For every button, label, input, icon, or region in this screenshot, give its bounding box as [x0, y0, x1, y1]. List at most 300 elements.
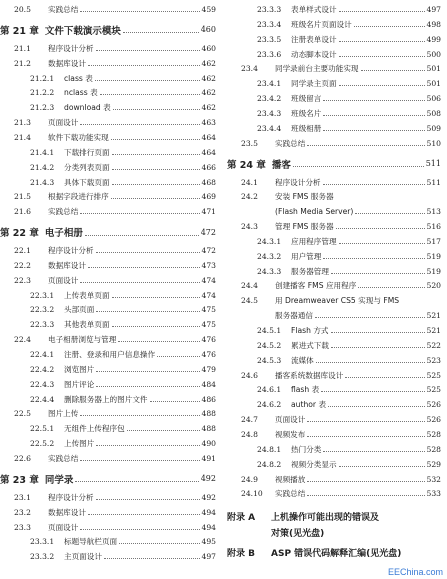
- leader-dots: [118, 341, 199, 342]
- page-number: 521: [426, 326, 441, 335]
- section-number: 24.8: [241, 429, 258, 439]
- page-number: 499: [426, 34, 441, 44]
- section-number: 21.4.2: [30, 162, 55, 172]
- section-title: 用 Dreamweaver CS5 实现与 FMS: [275, 296, 400, 306]
- toc-subsection: [227, 18, 441, 31]
- section-number: 22.3: [14, 275, 31, 285]
- leader-dots: [339, 85, 425, 86]
- section-title: 实践总结: [48, 453, 79, 463]
- toc-section: [227, 487, 441, 500]
- page-number: 511: [425, 159, 441, 168]
- leader-dots: [80, 460, 199, 461]
- leader-dots: [111, 139, 200, 140]
- section-number: 24.5: [241, 296, 258, 306]
- leader-dots: [113, 109, 200, 110]
- leader-dots: [96, 50, 200, 51]
- leader-dots: [96, 311, 199, 312]
- toc-section: [227, 205, 441, 218]
- section-title: 实践总结: [275, 138, 306, 148]
- page-number: 516: [426, 222, 441, 232]
- page-number: 491: [201, 453, 216, 463]
- toc-subsection: [0, 303, 216, 316]
- section-number: 21.2.3: [30, 103, 55, 113]
- chapter-title: 电子相册: [44, 228, 83, 240]
- leader-dots: [336, 228, 425, 229]
- section-title: 表单样式设计: [291, 5, 337, 14]
- leader-dots: [80, 282, 199, 283]
- page-number: 497: [201, 552, 216, 562]
- section-number: 24.3.2: [257, 251, 282, 261]
- section-title: 数据库设计: [48, 507, 86, 517]
- chapter-heading: [0, 224, 216, 240]
- chapter-number: 第 21 章: [0, 25, 39, 37]
- toc-section: [0, 131, 216, 144]
- chapter-number: 第 22 章: [0, 228, 39, 240]
- page-number: 500: [426, 49, 441, 59]
- leader-dots: [112, 184, 200, 185]
- section-title: 页面设计: [48, 522, 79, 532]
- toc-section: [0, 521, 216, 534]
- section-title: 班级相册: [291, 123, 322, 133]
- section-number: 23.3.3: [257, 5, 282, 14]
- section-number: 23.2: [14, 507, 31, 517]
- leader-dots: [323, 184, 425, 185]
- section-number: 22.3.1: [30, 290, 55, 300]
- section-title: 程序设计分析: [48, 492, 94, 502]
- page-number: 501: [426, 64, 441, 74]
- toc-section: [0, 244, 216, 257]
- section-number: 22.4.2: [30, 364, 55, 374]
- page-number: 494: [201, 522, 216, 532]
- section-title: 创建播客 FMS 应用程序: [275, 281, 357, 291]
- section-number: 21.4.3: [30, 177, 55, 187]
- page-number: 464: [201, 147, 216, 157]
- leader-dots: [339, 243, 425, 244]
- leader-dots: [339, 11, 425, 12]
- page-number: 494: [201, 507, 216, 517]
- toc-subsection: [227, 398, 441, 411]
- page-number: 529: [426, 459, 441, 469]
- page-number: 519: [426, 266, 441, 276]
- leader-dots: [127, 430, 200, 431]
- leader-dots: [307, 421, 424, 422]
- page-number: 486: [201, 394, 216, 404]
- section-number: 24.8.1: [257, 444, 282, 454]
- toc-section: [227, 309, 441, 322]
- section-title: 班级名片页面设计: [291, 19, 352, 29]
- leader-dots: [111, 198, 200, 199]
- page-number: 501: [426, 79, 441, 89]
- leader-dots: [96, 499, 200, 500]
- page-number: 509: [426, 123, 441, 133]
- leader-dots: [315, 317, 425, 318]
- toc-subsection: [227, 458, 441, 471]
- section-title: 服务器通信: [275, 311, 313, 321]
- toc-section: [227, 137, 441, 150]
- leader-dots: [80, 529, 199, 530]
- section-title: 上传图片: [64, 439, 95, 449]
- leader-dots: [95, 80, 200, 81]
- section-number: 24.2: [241, 192, 258, 202]
- section-title: 上传表单页面: [64, 290, 110, 300]
- section-title: 数据库设计: [48, 58, 86, 68]
- toc-subsection: [227, 122, 441, 135]
- page-number: 519: [426, 251, 441, 261]
- leader-dots: [112, 297, 200, 298]
- leader-dots: [80, 11, 199, 12]
- leader-dots: [331, 332, 425, 333]
- leader-dots: [75, 481, 198, 482]
- section-title: 流媒体: [291, 355, 314, 365]
- section-title: 实践总结: [275, 489, 306, 499]
- page-number: 473: [201, 260, 216, 270]
- chapter-heading: [0, 471, 216, 487]
- section-number: 22.5.2: [30, 439, 55, 449]
- page-number: 528: [426, 444, 441, 454]
- page-number: 484: [201, 379, 216, 389]
- chapter-number: 第 24 章: [227, 159, 266, 171]
- page-number: 462: [201, 73, 216, 83]
- page-number: 469: [201, 192, 216, 202]
- chapter-number: 第 23 章: [0, 474, 39, 486]
- page-number: 459: [201, 5, 216, 14]
- page-number: 513: [426, 207, 441, 217]
- section-title: 视频播放: [275, 474, 306, 484]
- toc-section: [0, 259, 216, 272]
- section-number: 21.2: [14, 58, 31, 68]
- toc-subsection: [0, 289, 216, 302]
- section-number: 22.4: [14, 335, 31, 345]
- leader-dots: [321, 391, 424, 392]
- section-title: 应用程序管理: [291, 236, 337, 246]
- leader-dots: [331, 273, 425, 274]
- leader-dots: [104, 558, 200, 559]
- section-number: 23.5: [241, 138, 258, 148]
- section-title: 下载排行页面: [64, 147, 110, 157]
- page-number: 523: [426, 355, 441, 365]
- appendix-title: 上机操作可能出现的错误及: [271, 512, 380, 523]
- page-number: 517: [426, 236, 441, 246]
- leader-dots: [345, 377, 424, 378]
- page-number: 506: [426, 94, 441, 104]
- toc-subsection: [0, 101, 216, 114]
- toc-section: [0, 42, 216, 55]
- toc-subsection: [0, 72, 216, 85]
- toc-subsection: [227, 250, 441, 263]
- toc-subsection: [0, 422, 216, 435]
- page-number: 462: [201, 58, 216, 68]
- section-title: 服务器管理: [291, 266, 329, 276]
- section-title: 标题导航栏页面: [64, 537, 118, 547]
- page-number: 476: [201, 350, 216, 359]
- leader-dots: [358, 287, 424, 288]
- section-number: 22.4.1: [30, 350, 55, 359]
- section-number: 24.1: [241, 177, 258, 187]
- appendix-title: ASP 错误代码解释汇编(见光盘): [271, 548, 402, 559]
- section-title: author 表: [291, 400, 327, 410]
- section-number: 21.1: [14, 43, 31, 53]
- section-title: 程序设计分析: [48, 246, 94, 256]
- section-title: Flash 方式: [291, 326, 329, 335]
- chapter-heading: [0, 22, 216, 38]
- section-number: 23.3.6: [257, 49, 282, 59]
- appendix-heading: [227, 544, 441, 560]
- section-title: 删除服务器上的图片文件: [64, 394, 148, 404]
- leader-dots: [293, 166, 424, 167]
- leader-dots: [323, 130, 424, 131]
- page-number: 521: [426, 311, 441, 321]
- page-number: 522: [426, 340, 441, 350]
- section-number: 23.1: [14, 492, 31, 502]
- toc-section: [227, 473, 441, 486]
- section-number: 24.8.2: [257, 459, 282, 469]
- leader-dots: [323, 451, 424, 452]
- section-number: 22.4.4: [30, 394, 55, 404]
- toc-subsection: [0, 348, 216, 361]
- page-number: 492: [200, 474, 216, 484]
- page-number: 510: [426, 138, 441, 148]
- section-number: 24.5.1: [257, 326, 282, 335]
- toc-section: [0, 452, 216, 465]
- leader-dots: [96, 445, 199, 446]
- section-title: 动态脚本设计: [291, 49, 337, 59]
- section-number: 21.5: [14, 192, 31, 202]
- page-number: 471: [201, 207, 216, 217]
- section-number: 23.3: [14, 522, 31, 532]
- leader-dots: [316, 362, 425, 363]
- chapter-title: 同学录: [44, 474, 74, 486]
- leader-dots: [123, 32, 199, 33]
- section-number: 24.3.1: [257, 236, 282, 246]
- toc-section: [0, 3, 216, 16]
- section-title: 安装 FMS 服务器: [275, 192, 334, 202]
- page-number: 463: [201, 118, 216, 128]
- appendix-heading: [227, 508, 441, 524]
- page-number: 460: [201, 43, 216, 53]
- leader-dots: [361, 70, 425, 71]
- toc-section: [0, 57, 216, 70]
- toc-section: [0, 116, 216, 129]
- section-title: 热门分类: [291, 444, 322, 454]
- toc-subsection: [0, 161, 216, 174]
- toc-section: [0, 274, 216, 287]
- section-title: 头部页面: [64, 305, 95, 315]
- section-title: 根据字段进行排序: [48, 192, 109, 202]
- section-title: 程序设计分析: [48, 43, 94, 53]
- leader-dots: [119, 543, 199, 544]
- section-number: 20.5: [14, 5, 31, 14]
- toc-section: [0, 190, 216, 203]
- page-number: 498: [426, 19, 441, 29]
- leader-dots: [88, 514, 200, 515]
- section-title: 主页面设计: [64, 552, 102, 562]
- section-title: 页面设计: [275, 415, 306, 425]
- toc-subsection: [227, 3, 441, 16]
- leader-dots: [331, 347, 425, 348]
- toc-section: [227, 369, 441, 382]
- toc-section: [0, 205, 216, 218]
- page-number: 488: [201, 424, 216, 434]
- section-number: 24.6.1: [257, 385, 282, 395]
- section-title: 同学录前台主要功能实现: [275, 64, 359, 74]
- section-number: 24.4: [241, 281, 258, 291]
- section-number: 23.4.4: [257, 123, 282, 133]
- section-title: (Flash Media Server): [275, 207, 354, 217]
- leader-dots: [80, 124, 199, 125]
- leader-dots: [339, 41, 425, 42]
- chapter-title: 播客: [271, 159, 291, 171]
- section-title: 浏览图片: [64, 364, 95, 374]
- leader-dots: [96, 252, 200, 253]
- page-number: 462: [201, 103, 216, 113]
- leader-dots: [88, 267, 200, 268]
- section-title: 其他表单页面: [64, 320, 110, 330]
- appendix-number: 附录 A: [227, 512, 256, 523]
- section-title: 图片评论: [64, 379, 95, 389]
- appendix-title-continued: 对策(见光盘): [271, 528, 325, 539]
- section-number: 24.10: [241, 489, 263, 499]
- page-number: 525: [426, 370, 441, 380]
- section-number: 22.1: [14, 246, 31, 256]
- page-number: 460: [200, 25, 216, 35]
- page-number: 475: [201, 320, 216, 330]
- page-number: 474: [201, 275, 216, 285]
- toc-section: [227, 220, 441, 233]
- watermark: EEChina.com: [387, 567, 443, 577]
- section-title: 电子相册浏览与管理: [48, 335, 117, 345]
- section-title: class 表: [64, 73, 93, 83]
- leader-dots: [85, 235, 199, 236]
- toc-section: [227, 190, 441, 203]
- section-title: 分类列表页面: [64, 162, 110, 172]
- section-number: 22.5.1: [30, 424, 55, 434]
- leader-dots: [112, 326, 200, 327]
- section-title: download 表: [64, 103, 111, 113]
- page-number: 511: [426, 177, 441, 187]
- toc-subsection: [0, 393, 216, 406]
- leader-dots: [323, 258, 424, 259]
- leader-dots: [328, 406, 424, 407]
- toc-subsection: [0, 146, 216, 159]
- section-title: 软件下载功能实现: [48, 132, 109, 142]
- toc-subsection: [227, 48, 441, 61]
- page-number: 533: [426, 489, 441, 499]
- toc-subsection: [0, 176, 216, 189]
- section-title: 具体下载页面: [64, 177, 110, 187]
- section-number: 24.6: [241, 370, 258, 380]
- appendix-number: 附录 B: [227, 548, 255, 559]
- page-number: 492: [201, 492, 216, 502]
- section-number: 23.3.1: [30, 537, 55, 547]
- section-number: 24.5.3: [257, 355, 282, 365]
- leader-dots: [80, 415, 199, 416]
- page-number: 526: [426, 400, 441, 410]
- leader-dots: [323, 100, 424, 101]
- section-number: 24.5.2: [257, 340, 282, 350]
- toc-section: [227, 294, 441, 307]
- toc-subsection: [227, 443, 441, 456]
- leader-dots: [112, 169, 200, 170]
- page-number: 532: [426, 474, 441, 484]
- section-title: 程序设计分析: [275, 177, 321, 187]
- leader-dots: [112, 154, 200, 155]
- toc-section: [227, 279, 441, 292]
- leader-dots: [157, 356, 199, 357]
- section-title: 无组件上传程序包: [64, 424, 125, 434]
- leader-dots: [150, 401, 200, 402]
- section-title: 用户管理: [291, 251, 322, 261]
- leader-dots: [96, 371, 199, 372]
- toc-subsection: [227, 33, 441, 46]
- section-number: 24.7: [241, 415, 258, 425]
- page-number: 520: [426, 281, 441, 291]
- toc-subsection: [0, 535, 216, 548]
- leader-dots: [96, 386, 199, 387]
- section-title: 注册、登录和用户信息操作: [64, 350, 156, 359]
- page-number: 476: [201, 335, 216, 345]
- toc-section: [0, 506, 216, 519]
- leader-dots: [323, 115, 424, 116]
- leader-dots: [307, 495, 424, 496]
- section-number: 24.9: [241, 474, 258, 484]
- toc-subsection: [227, 235, 441, 248]
- section-title: 实践总结: [48, 5, 79, 14]
- leader-dots: [307, 436, 424, 437]
- section-title: 视频发布: [275, 429, 306, 439]
- section-number: 21.4.1: [30, 147, 55, 157]
- section-number: 23.4.1: [257, 79, 282, 89]
- section-title: 页面设计: [48, 275, 79, 285]
- section-number: 22.3.3: [30, 320, 55, 330]
- toc-subsection: [0, 318, 216, 331]
- section-title: 注册表单设计: [291, 34, 337, 44]
- toc-subsection: [227, 107, 441, 120]
- section-title: 累进式下载: [291, 340, 329, 350]
- section-number: 24.3: [241, 222, 258, 232]
- section-number: 23.3.5: [257, 34, 282, 44]
- section-number: 24.6.2: [257, 400, 282, 410]
- page-number: 464: [201, 132, 216, 142]
- toc-subsection: [0, 550, 216, 563]
- toc-section: [0, 407, 216, 420]
- page-number: 525: [426, 385, 441, 395]
- section-number: 21.4: [14, 132, 31, 142]
- section-title: nclass 表: [64, 88, 98, 98]
- section-number: 21.2.1: [30, 73, 55, 83]
- toc-section: [0, 333, 216, 346]
- toc-subsection: [0, 437, 216, 450]
- chapter-heading: [227, 156, 441, 172]
- section-number: 21.2.2: [30, 88, 55, 98]
- section-number: 23.3.2: [30, 552, 55, 562]
- toc-subsection: [0, 378, 216, 391]
- leader-dots: [307, 145, 424, 146]
- section-number: 22.4.3: [30, 379, 55, 389]
- section-number: 22.2: [14, 260, 31, 270]
- page-number: 475: [201, 305, 216, 315]
- toc-subsection: [227, 92, 441, 105]
- chapter-title: 文件下载演示模块: [44, 25, 121, 37]
- section-title: flash 表: [291, 385, 320, 395]
- page-number: 495: [201, 537, 216, 547]
- leader-dots: [355, 213, 424, 214]
- page-number: 466: [201, 162, 216, 172]
- page-number: 479: [201, 364, 216, 374]
- section-number: 21.6: [14, 207, 31, 217]
- toc-subsection: [0, 363, 216, 376]
- toc-subsection: [0, 86, 216, 99]
- page-number: 490: [201, 439, 216, 449]
